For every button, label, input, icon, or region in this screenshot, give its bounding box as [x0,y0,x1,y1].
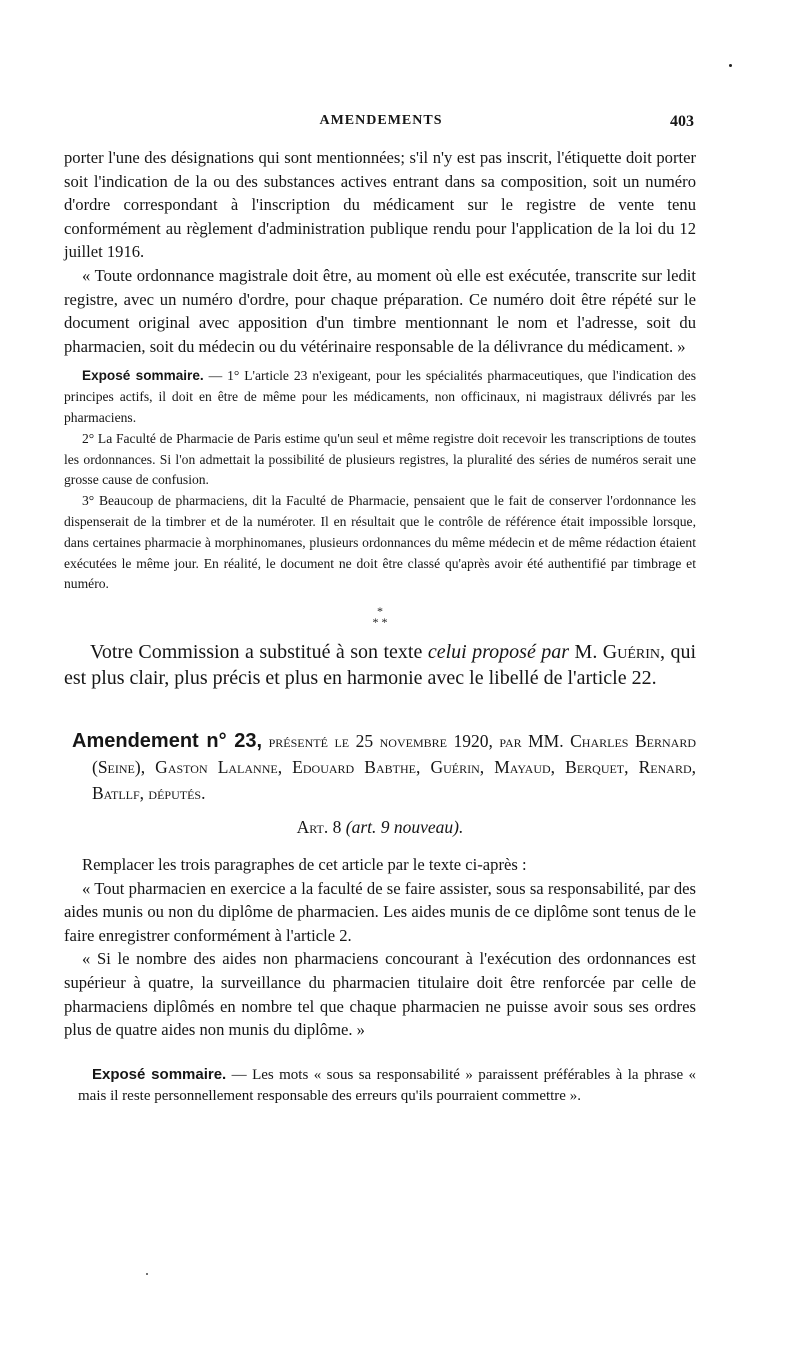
replacement-quote-2: « Si le nombre des aides non pharmaciens concourant à l'exécution des ordonnances est supérieur à quatre, la surveillance du pharmacien titulaire doit être renforcée par celle de pharmaciens diplômés en nombre tel que chaque pharmacien ne puisse avoir sous ses ordres plus de quatre aides non munis du diplôme. » [64,949,696,1040]
expose-label-2: Exposé sommaire. [92,1065,227,1083]
commission-text-start: Votre Commission a substitué à son texte [90,641,423,664]
replacement-intro: Remplacer les trois paragraphes de cet article par le texte ci-après : [82,855,527,875]
asterism-bottom: * * [372,615,388,630]
amendment-authors: présenté le 25 novembre 1920, par MM. Charles Bernard (Seine), Gaston Lalanne, Edouard Babthe, Guérin, Mayaud, Berquet, Renard, Batllf, députés. [92,731,696,804]
replacement-quote-1: « Tout pharmacien en exercice a la faculté de se faire assister, sous sa responsabilité, par des aides munis ou non du diplôme de pharmacien. Les aides munis de ce diplôme sont tenus de le faire enregistrer conformément à l'article 2. [64,878,696,945]
stray-mark-bottom [146,1273,148,1275]
page-number: 403 [670,113,694,130]
article-detail: (art. 9 nouveau). [345,817,464,838]
expose-sommaire-2 [64,1064,696,1108]
article-label: Art. 8 [296,817,342,838]
asterism-top: * [377,604,383,619]
body-paragraph-1: porter l'une des désignations qui sont mentionnées; s'il n'y est pas inscrit, l'étiquette doit porter soit l'indication de la ou des substances actives entrant dans sa composition, soit un numéro d'ordre correspondant à l'inscription du médicament sur le registre de vente tenu conformément au règlement d'administration publique rendu pour l'application de la loi du 12 juillet 1916. [64,148,696,262]
expose-point-2: 2° La Faculté de Pharmacie de Paris estime qu'un seul et même registre doit recevoir les transcriptions de toutes les ordonnances. Si l'on admettait la possibilité de plusieurs registres, la pluralité des séries de numéros serait une grosse cause de confusion. [64,430,696,488]
expose-2-text: — Les mots « sous sa responsabilité » paraissent préférables à la phrase « mais il reste personnellement responsable des erreurs qu'ils pourraient commettre ». [78,1066,697,1105]
asterism-divider [64,604,696,630]
amendment-heading-block [64,728,696,806]
article-reference [64,817,696,838]
expose-point-1: — 1° L'article 23 n'exigeant, pour les spécialités pharmaceutiques, que l'indication des principes actifs, il doit en être de même pour les médicaments, non officinaux, ni magistraux délivrés par les pharmaciens. [64,368,696,425]
commission-text-italic: celui proposé par [427,641,570,664]
expose-point-3: 3° Beaucoup de pharmaciens, dit la Faculté de Pharmacie, pensaient que le fait de conserver l'ordonnance les dispenserait de la timbrer et de la numéroter. Il en résultait que le contrôle de référence était impossible lorsque, dans certaines pharmacie à morphinomanes, plusieurs ordonnances du même médecin et de même rédaction étaient exécutées le même jour. En réalité, le document ne doit être classé qu'après avoir été authentifié par timbrage et numéro. [64,493,696,592]
page-content [64,146,696,1108]
page-header [68,113,694,137]
expose-label: Exposé sommaire. [82,368,204,384]
commission-text-end: qui est plus clair, plus précis et plus en harmonie avec le libellé de l'article 22. [64,641,697,690]
body-paragraph-2: « Toute ordonnance magistrale doit être, au moment où elle est exécutée, transcrite sur ledit registre, avec un numéro d'ordre, pour chaque préparation. Ce numéro doit être répété sur le document original avec apposition d'un timbre mentionnant le nom et l'adresse, soit du pharmacien, soit du médecin ou du vétérinaire responsable de la délivrance du médicament. » [64,265,696,356]
commission-paragraph [64,639,696,691]
stray-mark [729,64,732,67]
expose-sommaire-1 [64,366,696,428]
running-head: AMENDEMENTS [319,113,443,128]
amendment-number: Amendement n° 23, [72,730,263,753]
commission-name: M. Guérin, [574,641,666,664]
